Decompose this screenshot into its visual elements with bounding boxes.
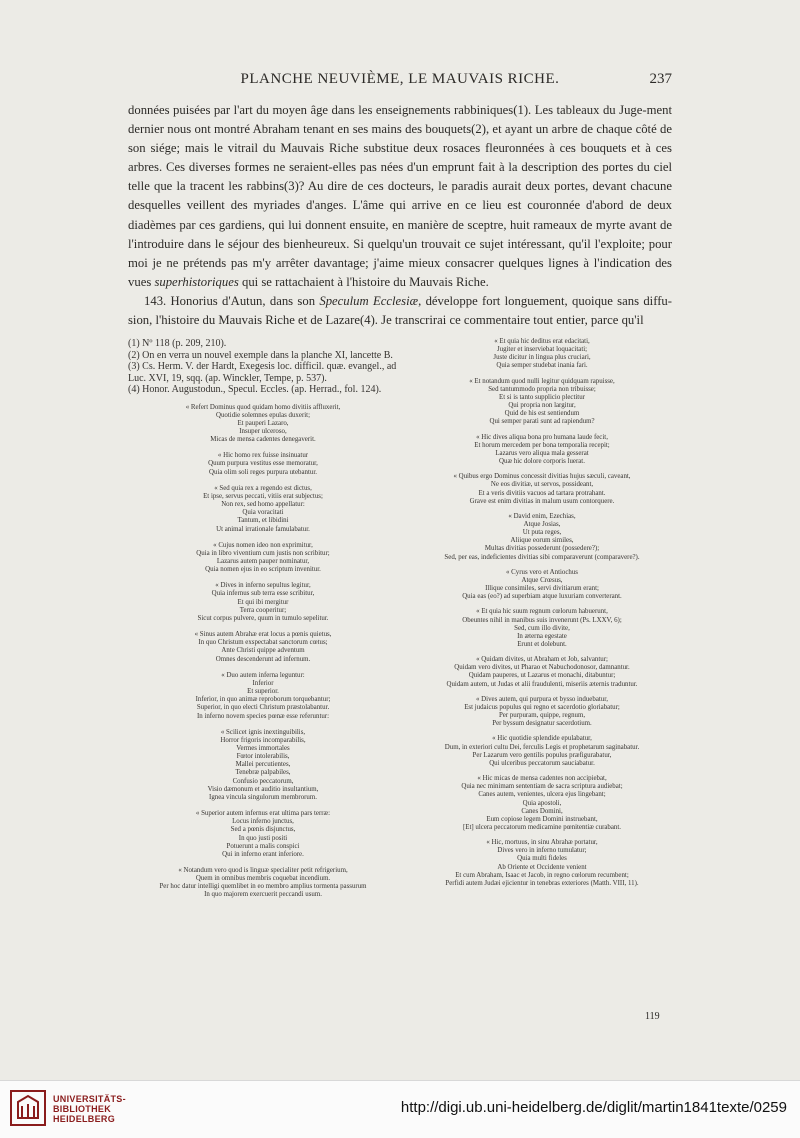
verse-line: Aliique eorum similes, [510,537,574,545]
verse-stanza [128,542,398,575]
verse-line: Erunt et dolebunt. [517,641,567,648]
verse-line: « Duo autem inferna leguntur: [221,671,305,679]
verse-line: « Sed quia rex a regendo est dictus, [214,484,312,492]
verse-stanza [410,696,674,729]
page-title: PLANCHE NEUVIÈME, LE MAUVAIS RICHE. [240,71,560,87]
verse-line: « David enim, Ezechias, [508,512,576,520]
verse-line: Terra cooperitur; [239,606,287,614]
verse-line: Quidam pauperes, ut Lazarus et monachi, ditabuntur; [468,672,616,680]
verse-line: « Quibus ergo Dominus concessit divitias hujus sæculi, caveant, [453,473,631,481]
verse-line: Juste dicitur in lingua plus cruciari, [493,354,591,362]
verse-line: [Et] ulcera peccatorum medicamine pœnitentiæ curabant. [462,823,622,831]
paragraph-1-italic: superhistoriques [154,274,239,289]
library-name-line: HEIDELBERG [53,1114,116,1124]
verse-line: Canes autem, venientes, ulcera ejus lingebant; [478,791,606,799]
verse-stanza [410,735,674,768]
verse-line: Et cum Abraham, Isaac et Jacob, in regno cœlorum recumbent; [455,871,629,879]
verse-line: Mallei percutientes, [235,761,291,769]
library-name-line: BIBLIOTHEK [53,1104,111,1114]
verse-line: Ante Christi quippe adventum [221,647,305,655]
verse-line: Ne eos divitiæ, ut servos, possideant, [490,481,594,489]
verse-line: Horror frigoris incomparabilis, [220,736,306,744]
verse-line: « Hic, mortuus, in sinu Abrahæ portatur, [486,839,598,847]
verse-line: Quotidie solemnes epulas duxerit; [216,411,310,419]
verse-line: Quæ hic dolore corporis luerat. [499,458,585,466]
verse-line: Tenebræ palpabiles, [235,769,291,777]
verse-line: Quum purpura vestitus esse memoratur, [208,460,318,468]
verse-stanza [128,452,398,476]
verse-line: Non rex, sed homo appellatur: [221,501,305,509]
verse-column-right [410,338,674,888]
verse-line: Per byssum designatur sacerdotium. [492,720,592,728]
verse-line: Atque Josias, [523,520,561,528]
verse-line: « Hic homo rex fuisse insinuatur [217,452,309,460]
running-header [0,71,800,91]
verse-line: Atque Crœsus, [521,576,563,584]
verse-line: Quidam vero divites, ut Pharao et Nabuchodonosor, damnantur. [454,664,630,672]
footnote: (4) Honor. Augustodun., Specul. Eccles. (ap. Herrad., fol. 124). [128,384,382,395]
verse-line: Illique consimiles, servi divitiarum erant; [485,585,599,593]
verse-stanza [410,378,674,427]
verse-line: Quia nec minimam sententiam de sacra scriptura audiebat; [461,783,623,791]
verse-line: « Cyrus vero et Antiochus [506,568,578,576]
verse-line: Inferior [252,679,274,687]
verse-line: Et horum mercedem per bona temporalia recepit; [474,441,610,449]
verse-line: Dum, in exteriori cultu Dei, ferculis Legis et prophetarum saginabatur. [444,743,640,751]
verse-line: Insuper ulceroso, [239,427,287,435]
verse-line: Qui in inferno erant inferiore. [222,850,304,858]
verse-line: « Quidam divites, ut Abraham et Job, salvantur; [476,656,608,664]
verse-line: Quidam autem, ut Judas et alii fraudulenti, miseriis æternis traduntur. [446,680,638,688]
verse-line: « Hic micas de mensa cadentes non accipiebat, [477,775,607,783]
verse-line: « Superior autem infernus erat ultima pars terræ: [195,810,331,818]
verse-line: Tantum, et libidini [237,517,289,525]
verse-stanza [128,404,398,445]
verse-line: In æterna egestate [517,632,567,640]
verse-line: Et superior. [247,688,279,696]
verse-stanza [410,434,674,467]
verse-stanza [128,867,398,900]
verse-stanza [410,839,674,888]
verse-line: Sed a pœnis disjunctus, [230,826,296,834]
verse-stanza [410,473,674,506]
verse-line: Grave est enim divitias in malum usum contorquere. [469,497,615,505]
verse-line: Est judaicus populus qui regno et sacerdotio gloriabatur; [464,703,620,711]
verse-line: « Et quia hic deditus erat edacitati, [494,338,590,345]
verse-line: Quid de his est sentiendum [504,410,580,418]
verse-line: Per Lazarum vero gentilis populus præfigurabatur, [472,751,612,759]
main-text [128,101,672,330]
paragraph-2-end: , développe fort longuement, quoique sans diffu-sion, l'histoire du Mauvais Riche et de Lazare(4). Je transcrirai ce commentaire tout entier, parce qu'il [128,293,672,328]
verse-line: Et ipse, servus peccati, vitiis erat subjectus; [203,492,323,500]
verse-line: « Cujus nomen ideo non exprimitur, [213,541,313,549]
verse-line: « Et notandum quod nulli legitur quidquam rapuisse, [469,377,615,385]
verse-line: Fœtor intolerabilis, [236,753,290,761]
verse-stanza [128,485,398,534]
verse-stanza [128,582,398,623]
verse-line: In quo justi positi [238,834,288,842]
verse-line: Vermes immortales [236,744,290,752]
verse-stanza [410,656,674,689]
permalink-url[interactable]: http://digi.ub.uni-heidelberg.de/diglit/martin1841texte/0259 [400,1099,787,1116]
footnote-column-left [128,338,398,900]
verse-line: Lazarus autem pauper nominatur, [216,558,310,565]
verse-line: Quia multi fideles [517,855,567,863]
verse-line: « Hic dives aliqua bona pro humana laude fecit, [476,433,608,441]
footnote-list [128,338,398,396]
verse-line: Per hoc datur intelligi quemlibet in eo membro amplius tormenta passurum [159,883,367,891]
verse-line: In inferno novem species pœnæ esse referuntur: [196,712,330,720]
verse-line: Quia infernus sub terra esse scribitur, [211,590,315,598]
verse-line: Et qui ibi mergitur [237,598,289,606]
footnote: (1) Nº 118 (p. 209, 210). [128,338,227,349]
verse-line: Micas de mensa cadentes denegaverit. [210,436,316,444]
verse-line: Visio dæmonum et auditio insultantium, [207,785,319,793]
verse-line: Perfidi autem Judæi ejicientur in tenebras exteriores (Matth. VIII, 11). [445,879,639,887]
verse-line: Qui propria non largitur, [508,402,576,410]
verse-line: « Dives autem, qui purpura et bysso induebatur, [476,695,608,703]
verse-line: « Dives in inferno sepultus legitur, [215,582,311,590]
verse-line: Locus inferno junctus, [232,818,294,826]
verse-line: Quia nomen ejus in eo scriptum invenitur. [205,566,321,574]
footnote: (3) Cs. Herm. V. der Hardt, Exegesis loc. difficil. quæ. evangel., ad Luc. XVI, 19, sqq. (ap. Winckler, Tempe, p. 537). [128,361,397,384]
verse-stanza [410,513,674,562]
verse-line: Inferior, in quo animæ reproborum torquebantur; [195,696,331,704]
verse-line: Et si is tanto supplicio plectitur [499,393,585,401]
verse-stanza [128,631,398,664]
verse-line: Qui ulceribus peccatorum sauciabatur. [489,759,595,767]
verse-line: Dives vero in inferno tumulatur; [497,847,587,855]
verse-line: Obeuntes nihil in manibus suis invenerunt (Ps. LXXV, 6); [462,616,622,624]
paragraph-2 [128,292,672,330]
verse-line: Quia apostoli, [522,799,562,807]
library-logo-icon[interactable] [10,1090,46,1126]
verse-line: Ut animal irrationale famulabatur. [216,525,310,533]
verse-line: Quia eas (eo?) ad superbiam atque luxuriam converterant. [462,593,622,601]
verse-stanza [410,569,674,602]
verse-line: Quem in omnibus membris coquebat incendium. [195,875,331,883]
verse-stanza [410,775,674,832]
verse-line: « Scilicet ignis inextinguibilis, [220,728,306,736]
verse-line: Canes Domini, [521,807,563,815]
verse-line: Omnes descenderunt ad infernum. [215,655,311,663]
verse-line: Confusio peccatorum, [232,777,294,785]
verse-line: « Notandum vero quod is linguæ specialiter petit refrigerium, [178,867,348,874]
paragraph-1-text: données puisées par l'art du moyen âge dans les enseignements rabbiniques(1). Les tableaux du Juge-ment dernier nous ont montré Abraham tenant en ses mains des bouquets(2), et ayant un arbre de chaque côté de son siége; mais le vitrail du Mauvais Riche substitue deux rosaces fleuronnées à ces bouquets et à ces arbres. Ces diverses formes ne seraient-elles pas nées d'un emprunt fait à la description des portes du ciel telle que la tracent les rabbins(3)? Au dire de ces docteurs, le paradis aurait deux portes, devant chacune desquelles veillent des myriades d'anges. L'âme qui arrive en ce lieu est couronnée d'abord de deux diadèmes par ces gardiens, qui lui donnent ensuite, en manière de sceptre, huit rameaux de myrte avant de l'introduire dans le séjour des bienheureux. Si quelqu'un trouvait ce sujet intéressant, qu'il l'exploite; pour moi je ne prétends pas m'y arrêter davantage; j'aime mieux consacrer quelques lignes à l'indication des vues [128,103,672,289]
verse-line: Superior, in quo electi Christum præstolabantur. [196,704,330,712]
verse-line: Ab Oriente et Occidente venient [497,863,587,871]
verse-line: Quia olim soli reges purpura utebantur. [209,468,317,476]
verse-line: Quia semper studebat inania fari. [496,362,588,370]
verse-line: Multas divitias possederunt (possedere?); [484,545,600,553]
verse-stanza [410,338,674,371]
verse-stanza [128,672,398,721]
library-name[interactable] [53,1094,126,1124]
paragraph-1-end: qui se rattachaient à l'histoire du Mauvais Riche. [238,274,489,289]
verse-line: Quia in libro viventium cum justis non scribitur; [196,549,330,557]
paragraph-2-italic: Speculum Ecclesiæ [319,293,419,308]
verse-line: « Et quia hic suum regnum cœlorum habuerunt, [476,608,608,616]
verse-line: « Hic quotidie splendide epulabatur, [492,735,592,743]
verse-line: Ignea vincula singulorum membrorum. [209,793,317,801]
verse-line: Quia voracitati [242,509,284,517]
paragraph-2-start: 143. Honorius d'Autun, dans son [144,293,320,308]
verse-line: « Sinus autem Abrahæ erat locus a pœnis quietus, [194,631,332,639]
verse-line: Ut puta reges, [522,529,562,537]
verse-stanza [128,729,398,802]
page-number: 237 [649,71,672,87]
paragraph-1 [128,101,672,292]
verse-line: In quo Christum exspectabat sanctorum cœtus; [198,639,328,647]
footnote: (2) On en verra un nouvel exemple dans la planche XI, lancette B. [128,349,393,361]
verse-line: Sicut corpus pulvere, quum in tumulo sepelitur. [197,614,329,622]
verse-line: Et a veris divitiis vacuos ad tartara protrahant. [478,489,606,497]
verse-line: In quo majorem exercuerit peccandi usum. [204,891,322,899]
verse-line: Potuerunt a malis conspici [226,842,300,850]
verse-line: Qui semper parati sunt ad rapiendum? [489,418,595,426]
verse-line: Lazarus vero aliqua mala gesserat [495,449,589,457]
verse-line: Per purpuram, quippe, regnum, [498,712,586,720]
viewer-footer [0,1080,800,1138]
verse-line: Sed tantummodo propria non tribuisse; [488,385,596,393]
verse-stanza [410,608,674,649]
verse-line: Sed, cum illo divite, [514,624,570,632]
verse-line: Sed, per eas, indeficientes divitias sibi comparaverunt (comparavere?). [444,553,640,561]
verse-stanza [128,810,398,859]
verse-line: Eum copiose legem Domini instruebant, [486,815,598,823]
verse-line: Et pauperi Lazaro, [237,419,289,427]
verse-column-left [128,404,398,900]
library-name-line: UNIVERSITÄTS- [53,1094,126,1104]
verse-line: Jugiter et inserviebat loquacitati; [496,346,588,354]
sheet-number: 119 [645,1011,660,1022]
footnote-column-right [410,338,674,888]
verse-line: « Refert Dominus quod quidam homo divitiis affluxerit, [185,403,341,411]
